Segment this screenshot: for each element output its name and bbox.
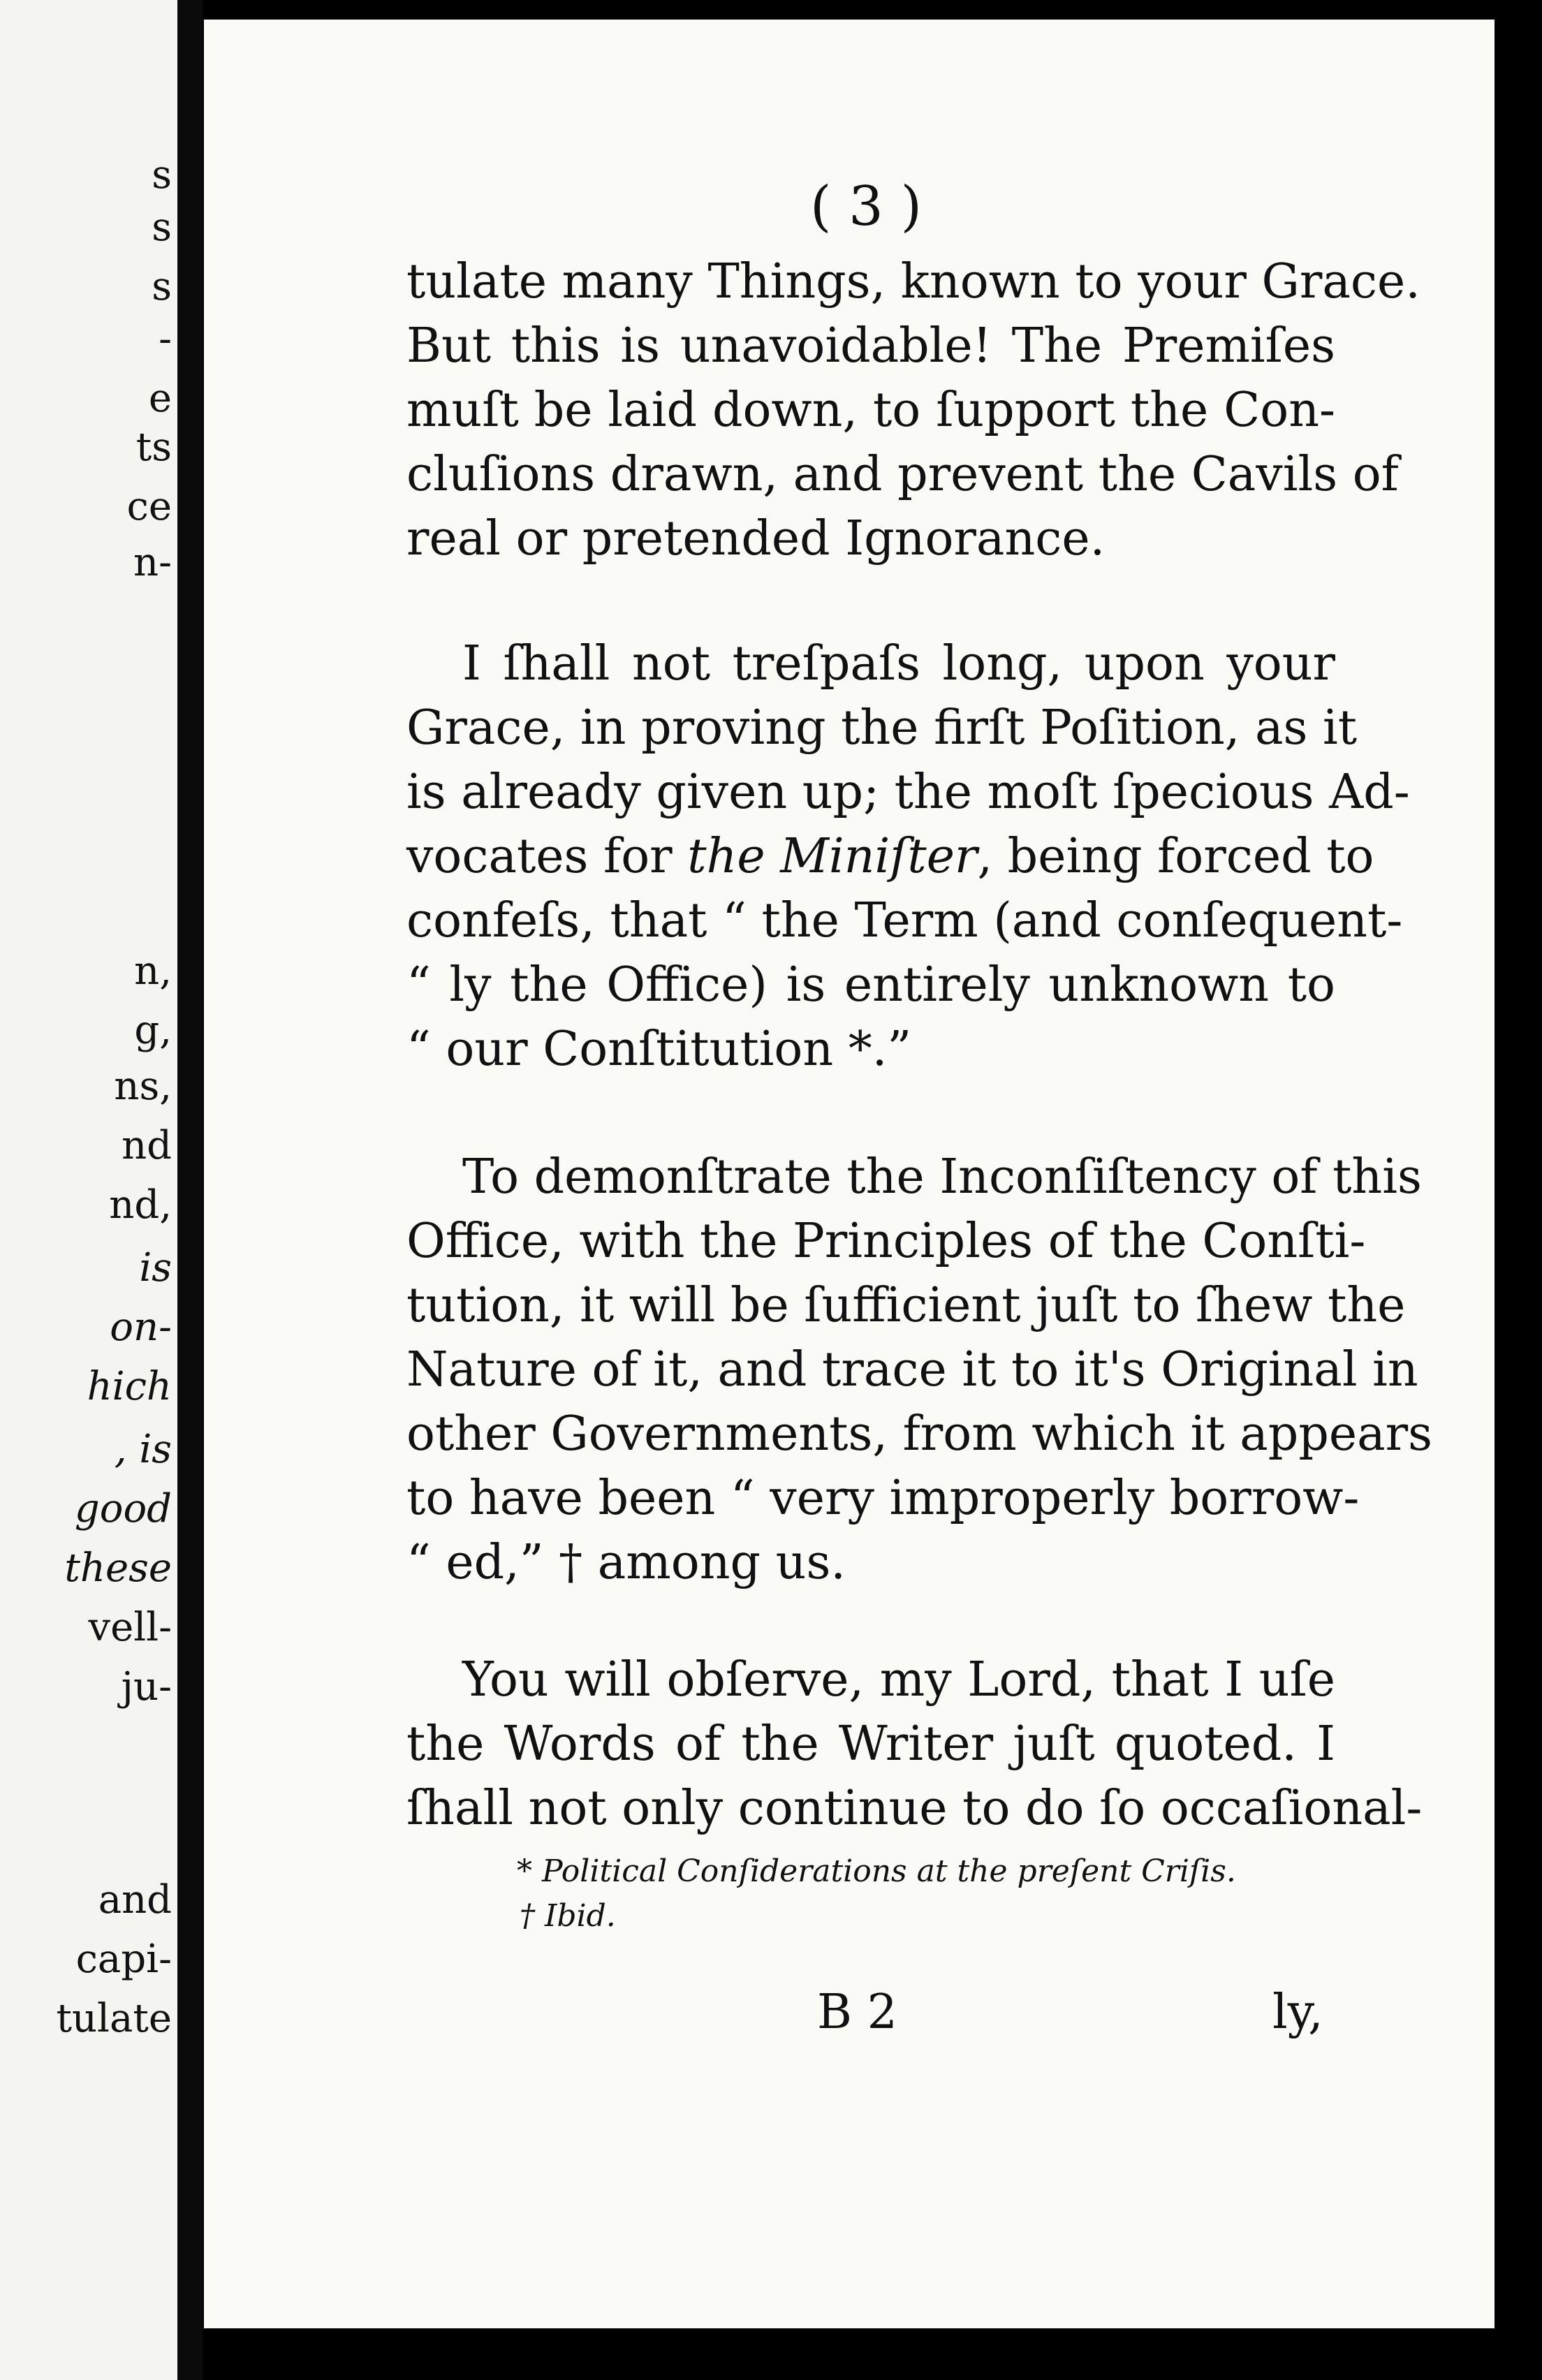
footnote: * Political Conſiderations at the preſent Criſis. [517,1853,1236,1889]
facing-page-fragment: is [139,1247,172,1290]
text-line: “ ly the Office) is entirely unknown to [406,957,1335,1013]
facing-page-fragment: ts [135,426,172,469]
text-line: I ſhall not treſpaſs long, upon your [462,636,1335,691]
text-line: But this is unavoidable! The Premiſes [406,318,1335,374]
facing-page-fragment: s [152,154,172,197]
facing-page-fragment: ce [126,485,172,529]
paragraph-3 [406,1145,1433,1595]
text-line: the Words of the Writer juſt quoted. I [406,1717,1335,1772]
facing-page-fragment: capi- [75,1938,172,1981]
footnote: † Ibid. [520,1898,616,1934]
footnotes [517,1849,1355,1939]
facing-page [0,0,177,2380]
facing-page-text-fragments [0,0,177,2380]
text-line: Grace, in proving the firſt Poſition, as it [406,700,1358,756]
book-gutter [177,0,203,2380]
facing-page-fragment: vell- [88,1606,172,1650]
page-number: ( 3 ) [809,175,923,238]
italic-phrase: the Miniſter [687,829,978,884]
paragraph-4 [406,1648,1423,1841]
facing-page-fragment: n, [134,950,172,993]
facing-page-fragment: ju- [121,1666,172,1709]
text-line: tution, it will be ſufficient juſt to ſhew the [406,1278,1406,1333]
paragraph-2 [406,632,1410,1082]
text-line: “ our Conſtitution *.” [406,1022,912,1077]
facing-page-fragment: nd [122,1124,172,1168]
facing-page-fragment: e [148,377,172,420]
facing-page-fragment: nd, [109,1184,172,1227]
facing-page-fragment: and [98,1879,172,1922]
text-line: “ ed,” † among us. [406,1535,846,1590]
facing-page-fragment: s [152,265,172,309]
facing-page-fragment: s [152,206,172,249]
text-line: confeſs, that “ the Term (and conſequent- [406,893,1403,948]
text-line: cluſions drawn, and prevent the Cavils of [406,447,1399,502]
text-line: To demonſtrate the Inconſiſtency of this [462,1149,1422,1205]
facing-page-fragment: - [159,318,172,361]
facing-page-fragment: n- [133,541,172,585]
text-line: other Governments, from which it appears [406,1406,1433,1462]
text-line: Nature of it, and trace it to it's Original in [406,1342,1418,1397]
catchword: ly, [1272,1985,1323,2040]
facing-page-fragment: , is [114,1428,172,1471]
facing-page-fragment: on- [110,1306,172,1349]
paragraph-1 [406,250,1420,571]
page-edge [1495,0,1542,2380]
text-line: tulate many Things, known to your Grace. [406,254,1420,309]
facing-page-fragment: g, [134,1009,172,1052]
text-line: muſt be laid down, to ſupport the Con- [406,383,1335,438]
text-line: You will obſerve, my Lord, that I uſe [462,1652,1335,1707]
text-line: is already given up; the moſt ſpecious Ad- [406,765,1410,820]
facing-page-fragment: tulate [56,1997,172,2041]
signature-mark: B 2 [817,1985,897,2040]
text-line: vocates for the Miniſter, being forced to [406,829,1374,884]
text-line: real or pretended Ignorance. [406,511,1106,566]
text-line: to have been “ very improperly borrow- [406,1471,1360,1526]
facing-page-fragment: these [64,1547,172,1590]
text-line: ſhall not only continue to do ſo occaſional- [406,1781,1423,1836]
facing-page-fragment: hich [87,1365,172,1409]
facing-page-fragment: good [74,1488,172,1531]
text-line: Office, with the Principles of the Conſti- [406,1214,1366,1269]
facing-page-fragment: ns, [114,1065,172,1108]
